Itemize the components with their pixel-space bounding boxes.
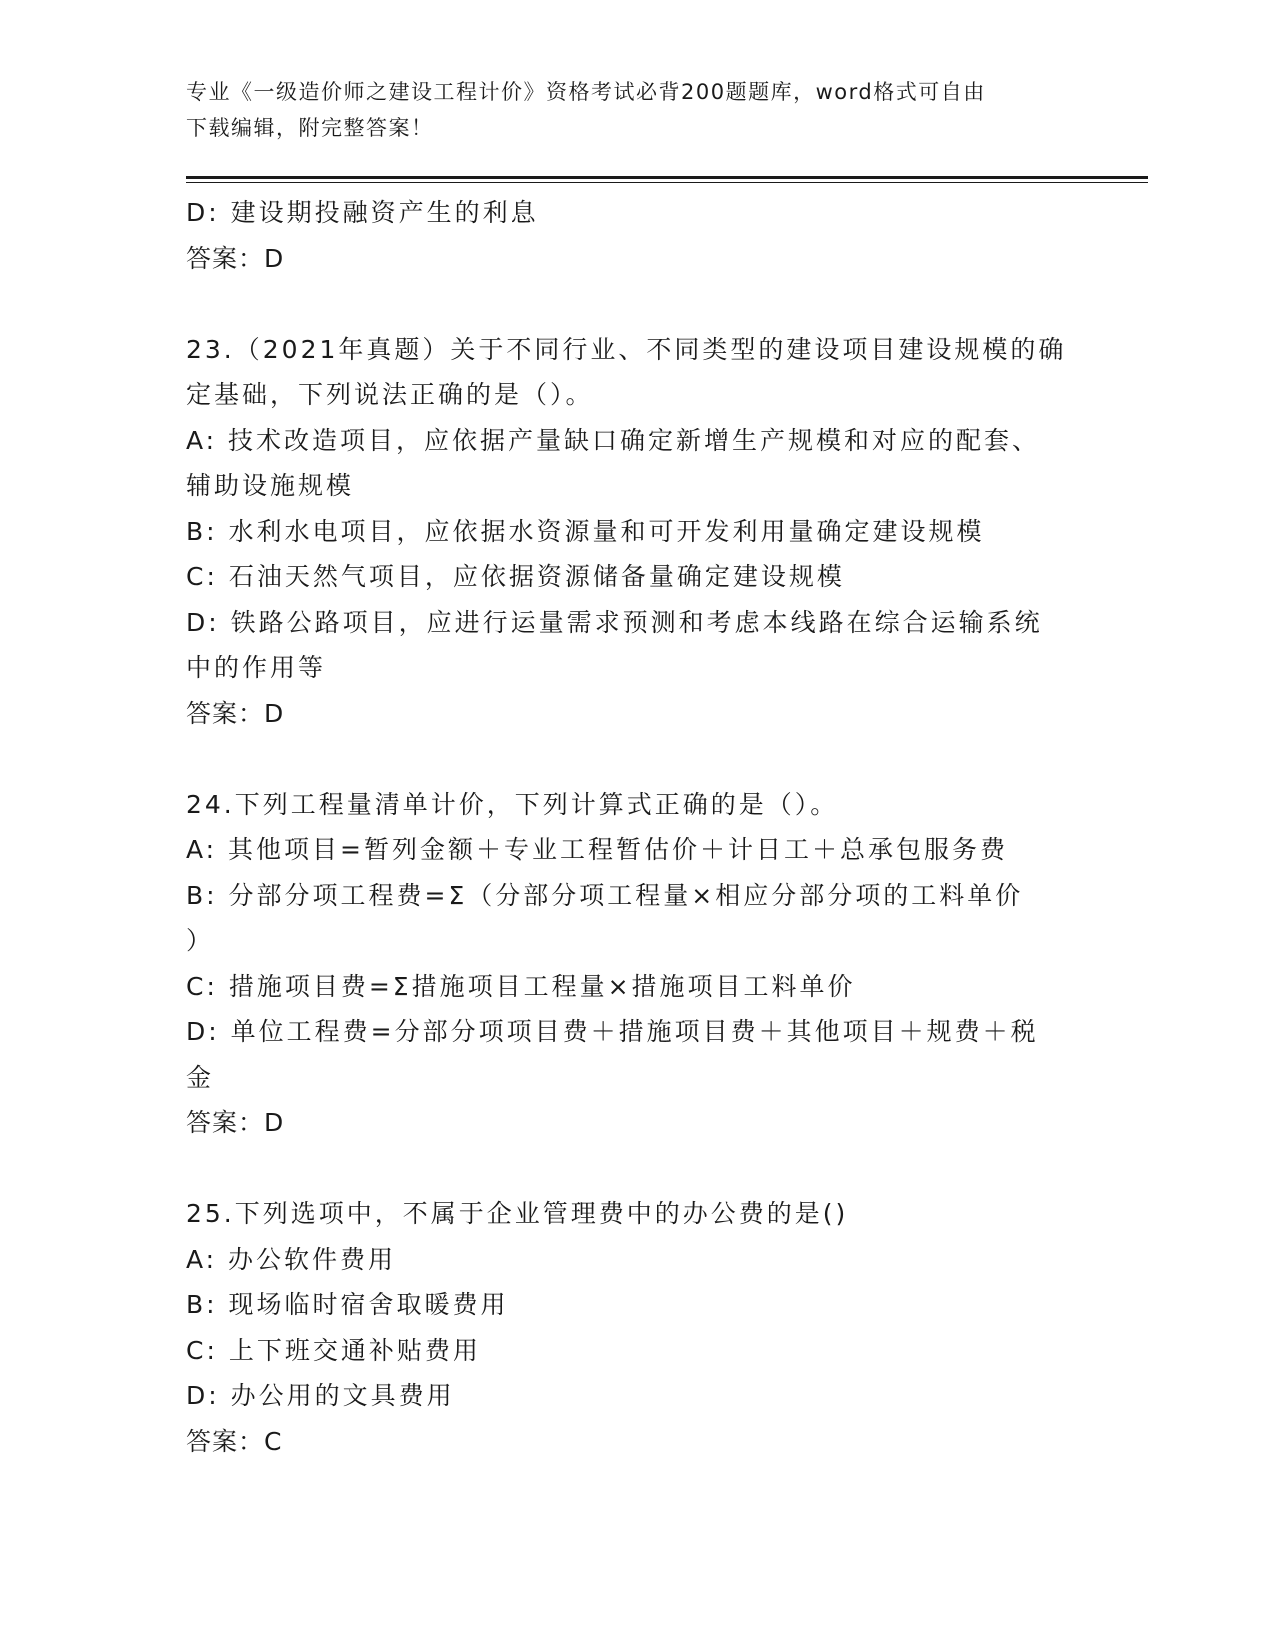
answer-line: 答案：D: [186, 698, 285, 728]
option-c: C: 措施项目费=Σ措施项目工程量×措施项目工料单价: [186, 971, 856, 1001]
question-stem-line: 23.（2021年真题）关于不同行业、不同类型的建设项目建设规模的确: [186, 334, 1067, 364]
question-23: [186, 327, 1086, 737]
document-header: [186, 74, 1066, 146]
option-b-continued: ）: [186, 926, 215, 955]
option-d: D: 办公用的文具费用: [186, 1381, 455, 1410]
question-24: [186, 782, 1086, 1146]
option-a: A: 其他项目=暂列金额＋专业工程暂估价＋计日工＋总承包服务费: [186, 835, 1008, 864]
document-body: [186, 190, 1086, 1464]
option-c: C: 上下班交通补贴费用: [186, 1335, 481, 1365]
option-c: C: 石油天然气项目，应依据资源储备量确定建设规模: [186, 562, 845, 591]
header-rule-thin: [186, 182, 1148, 183]
answer-line: 答案：C: [186, 1426, 283, 1456]
header-line-1: 专业《一级造价师之建设工程计价》资格考试必背200题题库，word格式可自由: [186, 80, 986, 104]
header-rule-thick: [186, 176, 1148, 179]
header-line-2: 下载编辑，附完整答案！: [186, 116, 434, 140]
option-d-continued: 金: [186, 1062, 215, 1092]
question-stem-line: 定基础，下列说法正确的是（）。: [186, 380, 594, 409]
question-25: [186, 1191, 1086, 1464]
option-b: B: 现场临时宿舍取暖费用: [186, 1290, 509, 1319]
option-d: D: 单位工程费=分部分项项目费＋措施项目费＋其他项目＋规费＋税: [186, 1017, 1039, 1046]
option-d: D: 铁路公路项目，应进行运量需求预测和考虑本线路在综合运输系统: [186, 607, 1043, 637]
answer-line: 答案：D: [186, 1108, 285, 1137]
question-stem-line: 24.下列工程量清单计价，下列计算式正确的是（）。: [186, 789, 839, 819]
previous-question-tail: [186, 190, 1086, 281]
option-a: A: 办公软件费用: [186, 1244, 397, 1274]
option-b: B: 水利水电项目，应依据水资源量和可开发利用量确定建设规模: [186, 516, 985, 546]
option-d-continued: 中的作用等: [186, 653, 327, 682]
option-d: D: 建设期投融资产生的利息: [186, 198, 539, 227]
option-a-continued: 辅助设施规模: [186, 471, 355, 500]
question-stem-line: 25.下列选项中，不属于企业管理费中的办公费的是(): [186, 1199, 849, 1228]
answer-line: 答案：D: [186, 243, 285, 273]
option-a: A: 技术改造项目，应依据产量缺口确定新增生产规模和对应的配套、: [186, 425, 1041, 455]
option-b: B: 分部分项工程费=Σ（分部分项工程量×相应分部分项的工料单价: [186, 880, 1024, 910]
